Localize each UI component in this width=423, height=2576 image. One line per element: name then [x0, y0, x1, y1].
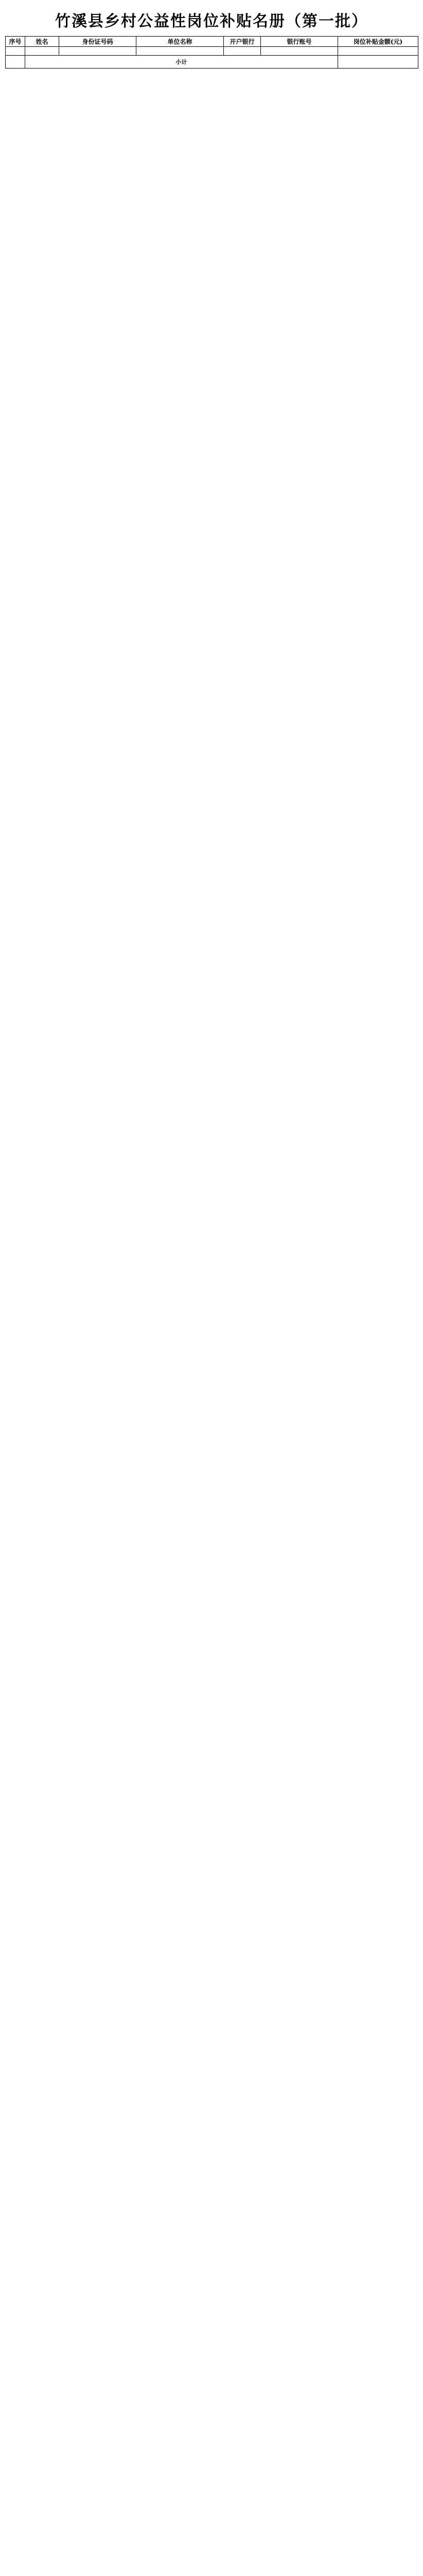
subtotal-amount	[338, 56, 418, 69]
header-amount: 岗位补贴金额(元)	[338, 37, 418, 47]
cell-id-number	[59, 47, 136, 56]
subsidy-roster-table	[5, 36, 418, 69]
header-no: 序号	[6, 37, 25, 47]
cell-no	[6, 47, 25, 56]
cell-bank	[224, 47, 261, 56]
table-row	[6, 47, 418, 56]
subtotal-row	[6, 56, 418, 69]
header-account: 银行账号	[261, 37, 338, 47]
cell-name	[25, 47, 59, 56]
header-id: 身份证号码	[59, 37, 136, 47]
table-body	[6, 47, 418, 69]
header-name: 姓名	[25, 37, 59, 47]
cell-amount	[338, 47, 418, 56]
cell-account	[261, 47, 338, 56]
header-bank: 开户银行	[224, 37, 261, 47]
table-header-row	[6, 37, 418, 47]
subtotal-label: 小计	[25, 56, 338, 69]
subtotal-count	[6, 56, 25, 69]
header-unit: 单位名称	[136, 37, 224, 47]
roster-page	[0, 0, 423, 77]
cell-unit	[136, 47, 224, 56]
document-title: 竹溪县乡村公益性岗位补贴名册（第一批）	[55, 12, 368, 30]
